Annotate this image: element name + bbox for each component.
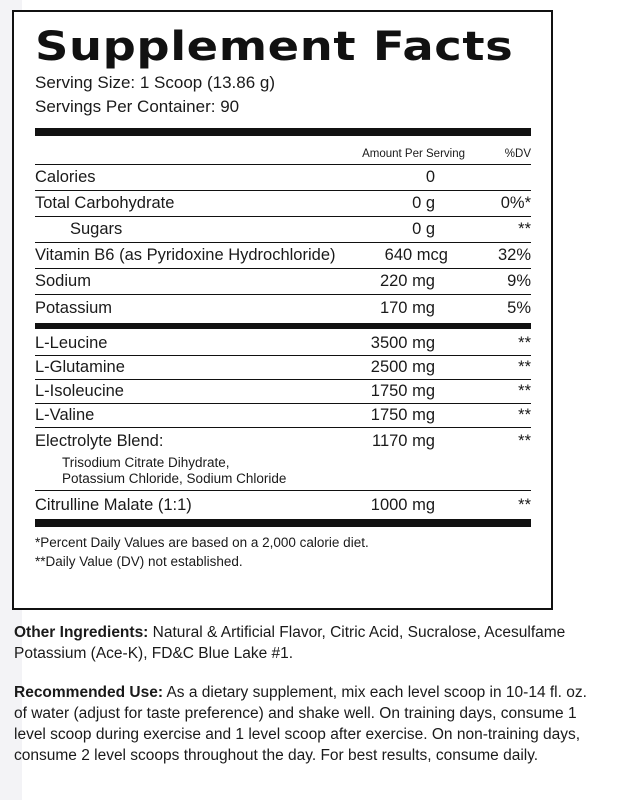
footnotes xyxy=(35,533,531,571)
footnote-dv: *Percent Daily Values are based on a 2,000 calorie diet. xyxy=(35,535,369,550)
recommended-use-text: As a dietary supplement, mix each level scoop in 10-14 fl. oz. of water (adjust for taste preference) and shake well. On training days, consume 1 level scoop during exercise and 1 level scoop after exercise. On non-training days, consume 2 level scoops throughout the day. For best results, consume daily. xyxy=(14,684,587,764)
divider-thick xyxy=(35,128,531,136)
electrolyte-blend-row xyxy=(35,428,531,491)
table-row: Total Carbohydrate 0 g 0%* xyxy=(35,191,531,217)
divider-thick-bottom xyxy=(35,519,531,527)
header-amount: Amount Per Serving xyxy=(362,148,465,160)
table-row: L-Leucine 3500 mg ** xyxy=(35,332,531,356)
blend-dv: ** xyxy=(518,432,531,450)
recommended-use xyxy=(14,682,594,766)
header-dv: %DV xyxy=(504,148,531,160)
table-row: Vitamin B6 (as Pyridoxine Hydrochloride) 640 mcg 32% xyxy=(35,243,531,269)
table-row: L-Valine 1750 mg ** xyxy=(35,404,531,428)
other-ingredients-text: Natural & Artificial Flavor, Citric Acid, Sucralose, Acesulfame Potassium (Ace-K), FD&C Blue Lake #1. xyxy=(14,624,566,662)
table-row: Calories 0 xyxy=(35,165,531,191)
blend-name: Electrolyte Blend: xyxy=(35,432,164,450)
blend-amount: 1170 mg xyxy=(372,432,435,450)
footnote-not-established: **Daily Value (DV) not established. xyxy=(35,554,243,569)
blend-ingredients: Trisodium Citrate Dihydrate, Potassium Chloride, Sodium Chloride xyxy=(62,455,287,486)
other-ingredients-label: Other Ingredients: xyxy=(14,624,149,641)
table-header xyxy=(35,136,531,164)
table-row: Sugars 0 g ** xyxy=(35,217,531,243)
table-row: L-Glutamine 2500 mg ** xyxy=(35,356,531,380)
rows-group-a xyxy=(35,164,531,321)
citrulline-row: Citrulline Malate (1:1) 1000 mg ** xyxy=(35,495,531,514)
recommended-use-label: Recommended Use: xyxy=(14,684,164,701)
rows-group-b xyxy=(35,332,531,519)
serving-size: Serving Size: 1 Scoop (13.86 g) xyxy=(35,73,276,92)
table-row: Potassium 170 mg 5% xyxy=(35,298,531,317)
servings-per-container: Servings Per Container: 90 xyxy=(35,97,240,116)
other-ingredients xyxy=(14,622,594,664)
panel-title: Supplement Facts xyxy=(35,24,514,70)
supplement-facts-panel xyxy=(12,10,553,610)
table-row: Sodium 220 mg 9% xyxy=(35,269,531,295)
table-row: L-Isoleucine 1750 mg ** xyxy=(35,380,531,404)
divider-medium xyxy=(35,323,531,329)
